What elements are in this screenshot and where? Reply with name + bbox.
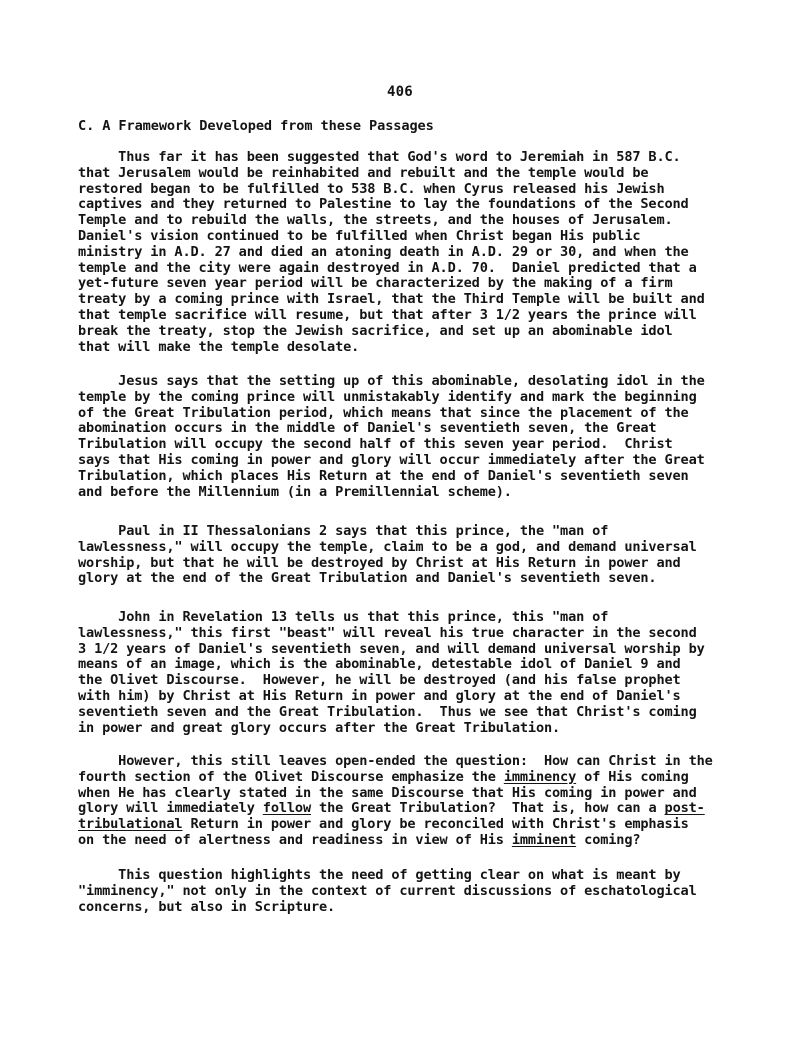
text-segment: glory at the end of the Great Tribulation and Daniel's seventieth seven. xyxy=(78,570,657,587)
text-line xyxy=(78,166,728,182)
text-segment: yet-future seven year period will be characterized by the making of a firm xyxy=(78,275,673,292)
text-segment: Tribulation, which places His Return at the end of Daniel's seventieth seven xyxy=(78,467,689,484)
text-segment: that will make the temple desolate. xyxy=(78,338,360,355)
text-segment: of the Great Tribulation period, which means that since the placement of the xyxy=(78,404,689,421)
text-segment: temple by the coming prince will unmistakably identify and mark the beginning xyxy=(78,388,697,405)
text-line xyxy=(78,817,728,833)
paragraph-5 xyxy=(78,754,728,849)
text-line xyxy=(78,868,728,884)
text-segment: means of an image, which is the abominable, detestable idol of Daniel 9 and xyxy=(78,656,681,673)
text-line xyxy=(78,406,728,422)
text-line xyxy=(78,610,728,626)
text-segment: when He has clearly stated in the same Discourse that His coming in power and xyxy=(78,784,697,801)
text-line xyxy=(78,469,728,485)
text-segment: ministry in A.D. 27 and died an atoning death in A.D. 29 or 30, and when the xyxy=(78,243,689,260)
text-line xyxy=(78,421,728,437)
text-segment: restored began to be fulfilled to 538 B.C. when Cyrus released his Jewish xyxy=(78,180,665,197)
text-segment: the Olivet Discourse. However, he will be destroyed (and his false prophet xyxy=(78,672,681,689)
text-line xyxy=(78,292,728,308)
text-line xyxy=(78,485,728,501)
text-segment: in power and great glory occurs after the Great Tribulation. xyxy=(78,719,561,736)
text-line xyxy=(78,571,728,587)
text-segment: lawlessness," will occupy the temple, claim to be a god, and demand universal xyxy=(78,538,697,555)
text-segment: that Jerusalem would be reinhabited and rebuilt and the temple would be xyxy=(78,164,649,181)
page-number: 406 xyxy=(387,84,413,100)
text-segment: that temple sacrifice will resume, but that after 3 1/2 years the prince will xyxy=(78,306,697,323)
text-segment: Tribulation will occupy the second half of this seven year period. Christ xyxy=(78,436,673,453)
text-line xyxy=(78,197,728,213)
underlined-text: imminent xyxy=(511,831,577,848)
text-segment: with him) by Christ at His Return in power and glory at the end of Daniel's xyxy=(78,687,681,704)
text-line xyxy=(78,245,728,261)
text-line xyxy=(78,705,728,721)
text-segment: Thus far it has been suggested that God's word to Jeremiah in 587 B.C. xyxy=(78,149,681,165)
text-line xyxy=(78,689,728,705)
text-line xyxy=(78,308,728,324)
text-segment: temple and the city were again destroyed in A.D. 70. Daniel predicted that a xyxy=(78,259,697,276)
text-line xyxy=(78,453,728,469)
text-segment: However, this still leaves open-ended the question: How can Christ in the xyxy=(78,753,713,769)
text-segment: and before the Millennium (in a Premillennial scheme). xyxy=(78,483,512,500)
text-segment: on the need of alertness and readiness in view of His xyxy=(78,831,512,848)
text-segment: captives and they returned to Palestine to lay the foundations of the Second xyxy=(78,196,689,213)
text-line xyxy=(78,770,728,786)
text-line xyxy=(78,261,728,277)
text-line xyxy=(78,374,728,390)
text-line xyxy=(78,801,728,817)
text-segment: of His coming xyxy=(576,768,689,785)
text-segment: Jesus says that the setting up of this abominable, desolating idol in the xyxy=(78,373,705,389)
text-segment: abomination occurs in the middle of Daniel's seventieth seven, the Great xyxy=(78,420,657,437)
text-line xyxy=(78,833,728,849)
text-segment: lawlessness," this first "beast" will reveal his true character in the second xyxy=(78,624,697,641)
text-line xyxy=(78,276,728,292)
text-segment: seventieth seven and the Great Tribulation. Thus we see that Christ's coming xyxy=(78,703,697,720)
text-segment: Temple and to rebuild the walls, the streets, and the houses of Jerusalem. xyxy=(78,212,673,229)
text-segment: break the treaty, stop the Jewish sacrifice, and set up an abominable idol xyxy=(78,322,673,339)
text-segment: treaty by a coming prince with Israel, that the Third Temple will be built and xyxy=(78,291,705,308)
text-line xyxy=(78,900,728,916)
paragraph-6 xyxy=(78,868,728,915)
text-line xyxy=(78,657,728,673)
paragraph-4 xyxy=(78,610,728,736)
paragraph-3 xyxy=(78,524,728,587)
text-line xyxy=(78,626,728,642)
underlined-text: tribulational xyxy=(78,816,183,833)
underlined-text: imminency xyxy=(503,768,577,785)
text-line xyxy=(78,324,728,340)
text-segment: says that His coming in power and glory will occur immediately after the Great xyxy=(78,451,705,468)
text-line xyxy=(78,390,728,406)
text-segment: 3 1/2 years of Daniel's seventieth seven, and will demand universal worship by xyxy=(78,640,705,657)
text-line xyxy=(78,437,728,453)
section-heading: C. A Framework Developed from these Passages xyxy=(78,118,434,134)
text-segment: Paul in II Thessalonians 2 says that this prince, the "man of xyxy=(78,523,609,539)
text-line xyxy=(78,754,728,770)
text-line xyxy=(78,182,728,198)
text-segment: Return in power and glory be reconciled with Christ's emphasis xyxy=(182,816,689,833)
text-line xyxy=(78,540,728,556)
text-segment: the Great Tribulation? That is, how can a xyxy=(311,800,665,817)
text-line xyxy=(78,150,728,166)
text-segment: glory will immediately xyxy=(78,800,263,817)
text-line xyxy=(78,524,728,540)
text-line xyxy=(78,340,728,356)
text-line xyxy=(78,786,728,802)
text-line xyxy=(78,213,728,229)
text-segment: fourth section of the Olivet Discourse emphasize the xyxy=(78,768,504,785)
text-segment: John in Revelation 13 tells us that this prince, this "man of xyxy=(78,609,609,625)
text-line xyxy=(78,556,728,572)
text-segment: concerns, but also in Scripture. xyxy=(78,898,336,915)
text-line xyxy=(78,721,728,737)
text-line xyxy=(78,642,728,658)
text-segment: This question highlights the need of getting clear on what is meant by xyxy=(78,867,681,883)
text-segment: coming? xyxy=(576,831,641,848)
text-line xyxy=(78,884,728,900)
underlined-text: post- xyxy=(664,800,705,817)
paragraph-2 xyxy=(78,374,728,500)
text-line xyxy=(78,673,728,689)
paragraph-1 xyxy=(78,150,728,355)
text-segment: worship, but that he will be destroyed by Christ at His Return in power and xyxy=(78,554,681,571)
text-segment: Daniel's vision continued to be fulfilled when Christ began His public xyxy=(78,227,641,244)
text-segment: "imminency," not only in the context of current discussions of eschatological xyxy=(78,882,697,899)
text-line xyxy=(78,229,728,245)
underlined-text: follow xyxy=(262,800,312,817)
